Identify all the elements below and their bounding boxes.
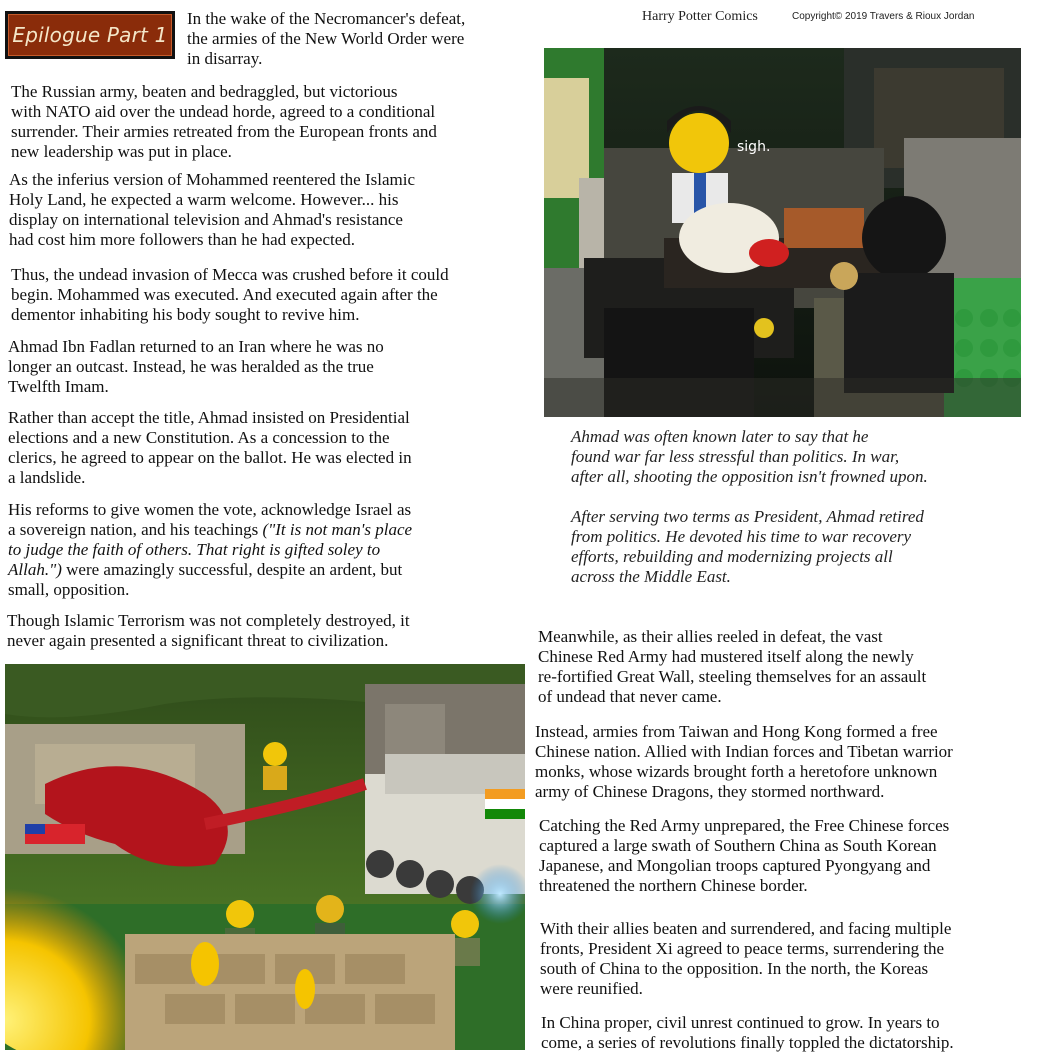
text-line: of undead that never came.	[538, 687, 722, 706]
text-line	[8, 560, 412, 580]
text-line: dementor inhabiting his body sought to revive him.	[11, 305, 360, 324]
mecca-paragraph	[11, 265, 449, 325]
text-line: Twelfth Imam.	[8, 377, 109, 396]
text-line	[8, 520, 412, 540]
free-chinese-paragraph	[535, 722, 953, 802]
text-line: elections and a new Constitution. As a concession to the	[8, 428, 390, 447]
text-line: After serving two terms as President, Ahmad retired	[571, 507, 924, 526]
text-line: in disarray.	[187, 49, 263, 68]
peace-terms-paragraph	[540, 919, 951, 999]
text-line: The Russian army, beaten and bedraggled, but victorious	[11, 82, 398, 101]
text-line: after all, shooting the opposition isn't frowned upon.	[571, 467, 928, 486]
text-span: were amazingly successful, despite an ardent, but	[61, 560, 403, 579]
text-line: never again presented a significant threat to civilization.	[7, 631, 389, 650]
intro-paragraph	[187, 9, 465, 69]
text-line: longer an outcast. Instead, he was heralded as the true	[8, 357, 374, 376]
text-line: across the Middle East.	[571, 567, 731, 586]
comic-panel-ahmad-desk	[544, 48, 1021, 417]
text-line: threatened the northern Chinese border.	[539, 876, 808, 895]
text-line: were reunified.	[540, 979, 643, 998]
text-line: Ahmad was often known later to say that he	[571, 427, 869, 446]
text-line: Ahmad Ibn Fadlan returned to an Iran where he was no	[8, 337, 384, 356]
text-line: captured a large swath of Southern China as South Korean	[539, 836, 937, 855]
comic-panel-dragon-battle	[5, 664, 525, 1050]
text-line: Japanese, and Mongolian troops captured Pyongyang and	[539, 856, 931, 875]
text-line: Thus, the undead invasion of Mecca was crushed before it could	[11, 265, 449, 284]
ahmad-return-paragraph	[8, 337, 384, 397]
terrorism-paragraph	[7, 611, 410, 651]
text-line: with NATO aid over the undead horde, agreed to a conditional	[11, 102, 436, 121]
red-army-unprepared-paragraph	[539, 816, 949, 896]
text-line: Rather than accept the title, Ahmad insisted on Presidential	[8, 408, 410, 427]
text-line: Though Islamic Terrorism was not completely destroyed, it	[7, 611, 410, 630]
text-line: from politics. He devoted his time to war recovery	[571, 527, 912, 546]
text-span: a sovereign nation, and his teachings	[8, 520, 263, 539]
speech-text: sigh.	[737, 139, 771, 155]
text-line: come, a series of revolutions finally toppled the dictatorship.	[541, 1033, 954, 1052]
text-line: south of China to the opposition. In the north, the Koreas	[540, 959, 929, 978]
text-line: monks, whose wizards brought forth a heretofore unknown	[535, 762, 938, 781]
epilogue-badge	[5, 11, 175, 59]
text-line: Instead, armies from Taiwan and Hong Kong formed a free	[535, 722, 938, 741]
text-line: had cost him more followers than he had expected.	[9, 230, 356, 249]
red-army-paragraph	[538, 627, 926, 707]
text-line: With their allies beaten and surrendered, and facing multiple	[540, 919, 952, 938]
text-line: In China proper, civil unrest continued to grow. In years to	[541, 1013, 940, 1032]
text-line: Chinese nation. Allied with Indian forces and Tibetan warrior	[535, 742, 953, 761]
text-line: His reforms to give women the vote, acknowledge Israel as	[8, 500, 412, 519]
text-line: surrender. Their armies retreated from the European fronts and	[11, 122, 437, 141]
elections-paragraph	[8, 408, 412, 488]
russian-army-paragraph	[11, 82, 437, 162]
caption-ahmad-retirement	[571, 507, 924, 587]
text-line: the armies of the New World Order were	[187, 29, 465, 48]
civil-unrest-paragraph	[541, 1013, 954, 1053]
text-line: re-fortified Great Wall, steeling themselves for an assault	[538, 667, 927, 686]
text-line: display on international television and Ahmad's resistance	[9, 210, 403, 229]
quote-span: to judge the faith of others. That right is gifted soley to	[8, 540, 381, 559]
text-line: clerics, he agreed to appear on the ballot. He was elected in	[8, 448, 412, 467]
text-line: efforts, rebuilding and modernizing projects all	[571, 547, 893, 566]
text-line: In the wake of the Necromancer's defeat,	[187, 9, 466, 28]
text-line: Meanwhile, as their allies reeled in defeat, the vast	[538, 627, 883, 646]
text-line	[8, 540, 412, 560]
copyright-notice: Copyright© 2019 Travers & Rioux Jordan	[792, 11, 975, 22]
text-line: new leadership was put in place.	[11, 142, 232, 161]
epilogue-badge-label: Epilogue Part 1	[12, 23, 168, 47]
text-line: fronts, President Xi agreed to peace terms, surrendering the	[540, 939, 945, 958]
text-line: found war far less stressful than politics. In war,	[571, 447, 900, 466]
text-line: Chinese Red Army had mustered itself along the newly	[538, 647, 914, 666]
text-line: Catching the Red Army unprepared, the Free Chinese forces	[539, 816, 950, 835]
text-line: small, opposition.	[8, 580, 130, 599]
text-line: Holy Land, he expected a warm welcome. However... his	[9, 190, 399, 209]
text-line: army of Chinese Dragons, they stormed northward.	[535, 782, 885, 801]
quote-span: Allah.")	[8, 560, 62, 579]
text-line: a landslide.	[8, 468, 86, 487]
text-line: As the inferius version of Mohammed reentered the Islamic	[9, 170, 415, 189]
panel-illustration	[544, 48, 1021, 417]
caption-ahmad-quote	[571, 427, 928, 487]
mohammed-paragraph	[9, 170, 415, 250]
quote-span: ("It is not man's place	[262, 520, 413, 539]
reforms-paragraph	[8, 500, 412, 600]
text-line: begin. Mohammed was executed. And executed again after the	[11, 285, 438, 304]
battle-illustration	[5, 664, 525, 1050]
comic-title: Harry Potter Comics	[642, 9, 758, 24]
